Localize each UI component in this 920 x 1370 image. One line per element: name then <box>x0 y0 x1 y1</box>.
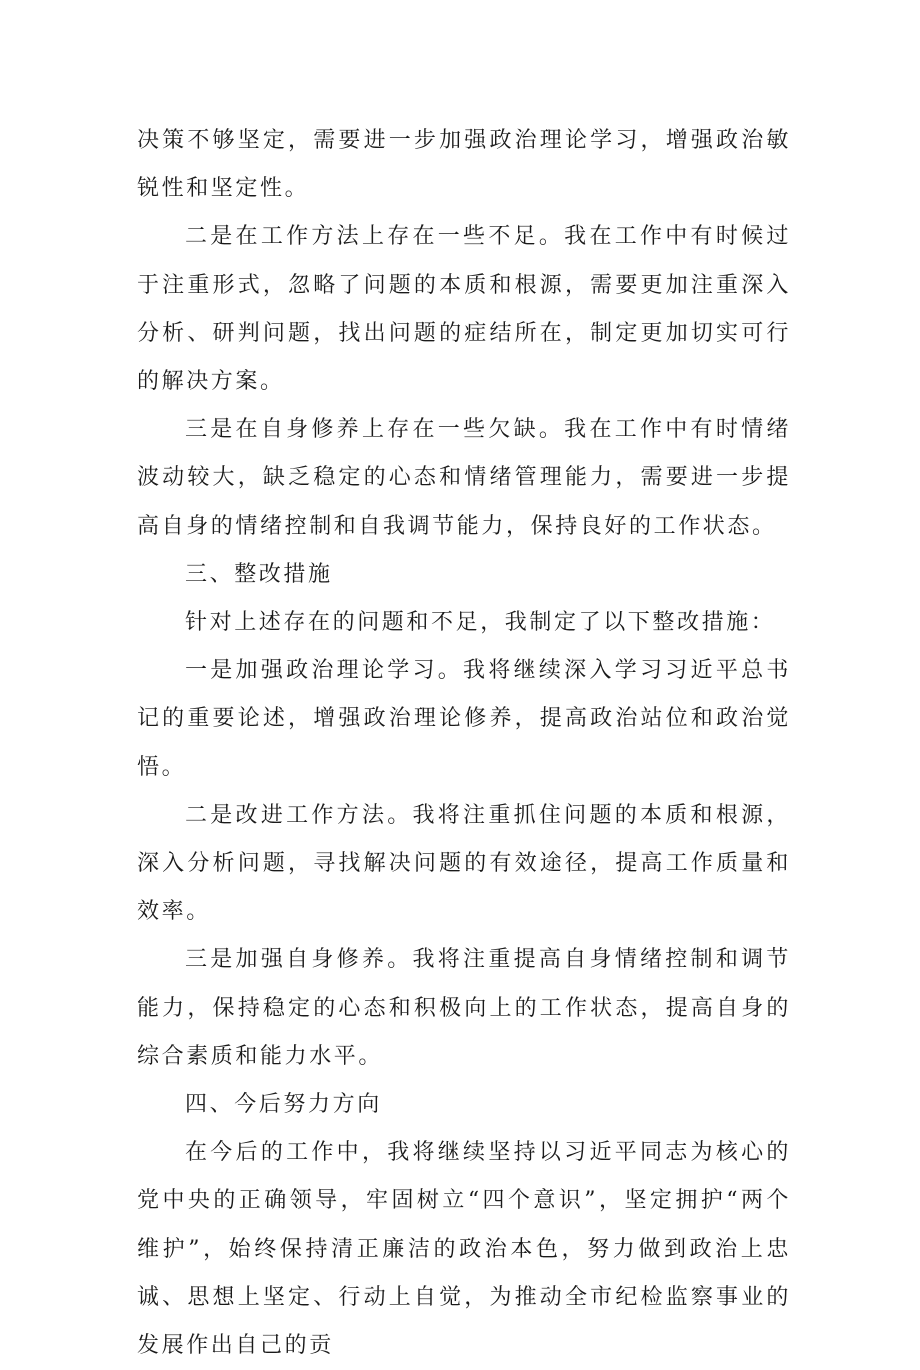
section-heading-rectification: 三、整改措施 <box>185 561 333 587</box>
paragraph-measure-theory-study: 一是加强政治理论学习。我将继续深入学习习近平总书记的重要论述，增强政治理论修养，提高政治站位和政治觉悟。 <box>137 658 791 780</box>
paragraph-self-cultivation-issue: 三是在自身修养上存在一些欠缺。我在工作中有时情绪波动较大，缺乏稳定的心态和情绪管理能力，需要进一步提高自身的情绪控制和自我调节能力，保持良好的工作状态。 <box>137 417 791 539</box>
paragraph-future-direction: 在今后的工作中，我将继续坚持以习近平同志为核心的党中央的正确领导，牢固树立“四个意识”，坚定拥护“两个维护”，始终保持清正廉洁的政治本色，努力做到政治上忠诚、思想上坚定、行动上自觉，为推动全市纪检监察事业的发展作出自己的贡 <box>137 1140 791 1359</box>
section-heading-future-direction: 四、今后努力方向 <box>185 1092 382 1118</box>
paragraph-work-method-issue: 二是在工作方法上存在一些不足。我在工作中有时候过于注重形式，忽略了问题的本质和根源，需要更加注重深入分析、研判问题，找出问题的症结所在，制定更加切实可行的解决方案。 <box>137 224 791 395</box>
paragraph-measure-self-cultivation: 三是加强自身修养。我将注重提高自身情绪控制和调节能力，保持稳定的心态和积极向上的工作状态，提高自身的综合素质和能力水平。 <box>137 947 791 1069</box>
paragraph-measure-work-method: 二是改进工作方法。我将注重抓住问题的本质和根源，深入分析问题，寻找解决问题的有效途径，提高工作质量和效率。 <box>137 802 791 925</box>
document-body <box>137 117 791 1370</box>
paragraph-rectification-intro: 针对上述存在的问题和不足，我制定了以下整改措施： <box>185 610 776 636</box>
paragraph-continuation: 决策不够坚定，需要进一步加强政治理论学习，增强政治敏锐性和坚定性。 <box>137 128 791 202</box>
